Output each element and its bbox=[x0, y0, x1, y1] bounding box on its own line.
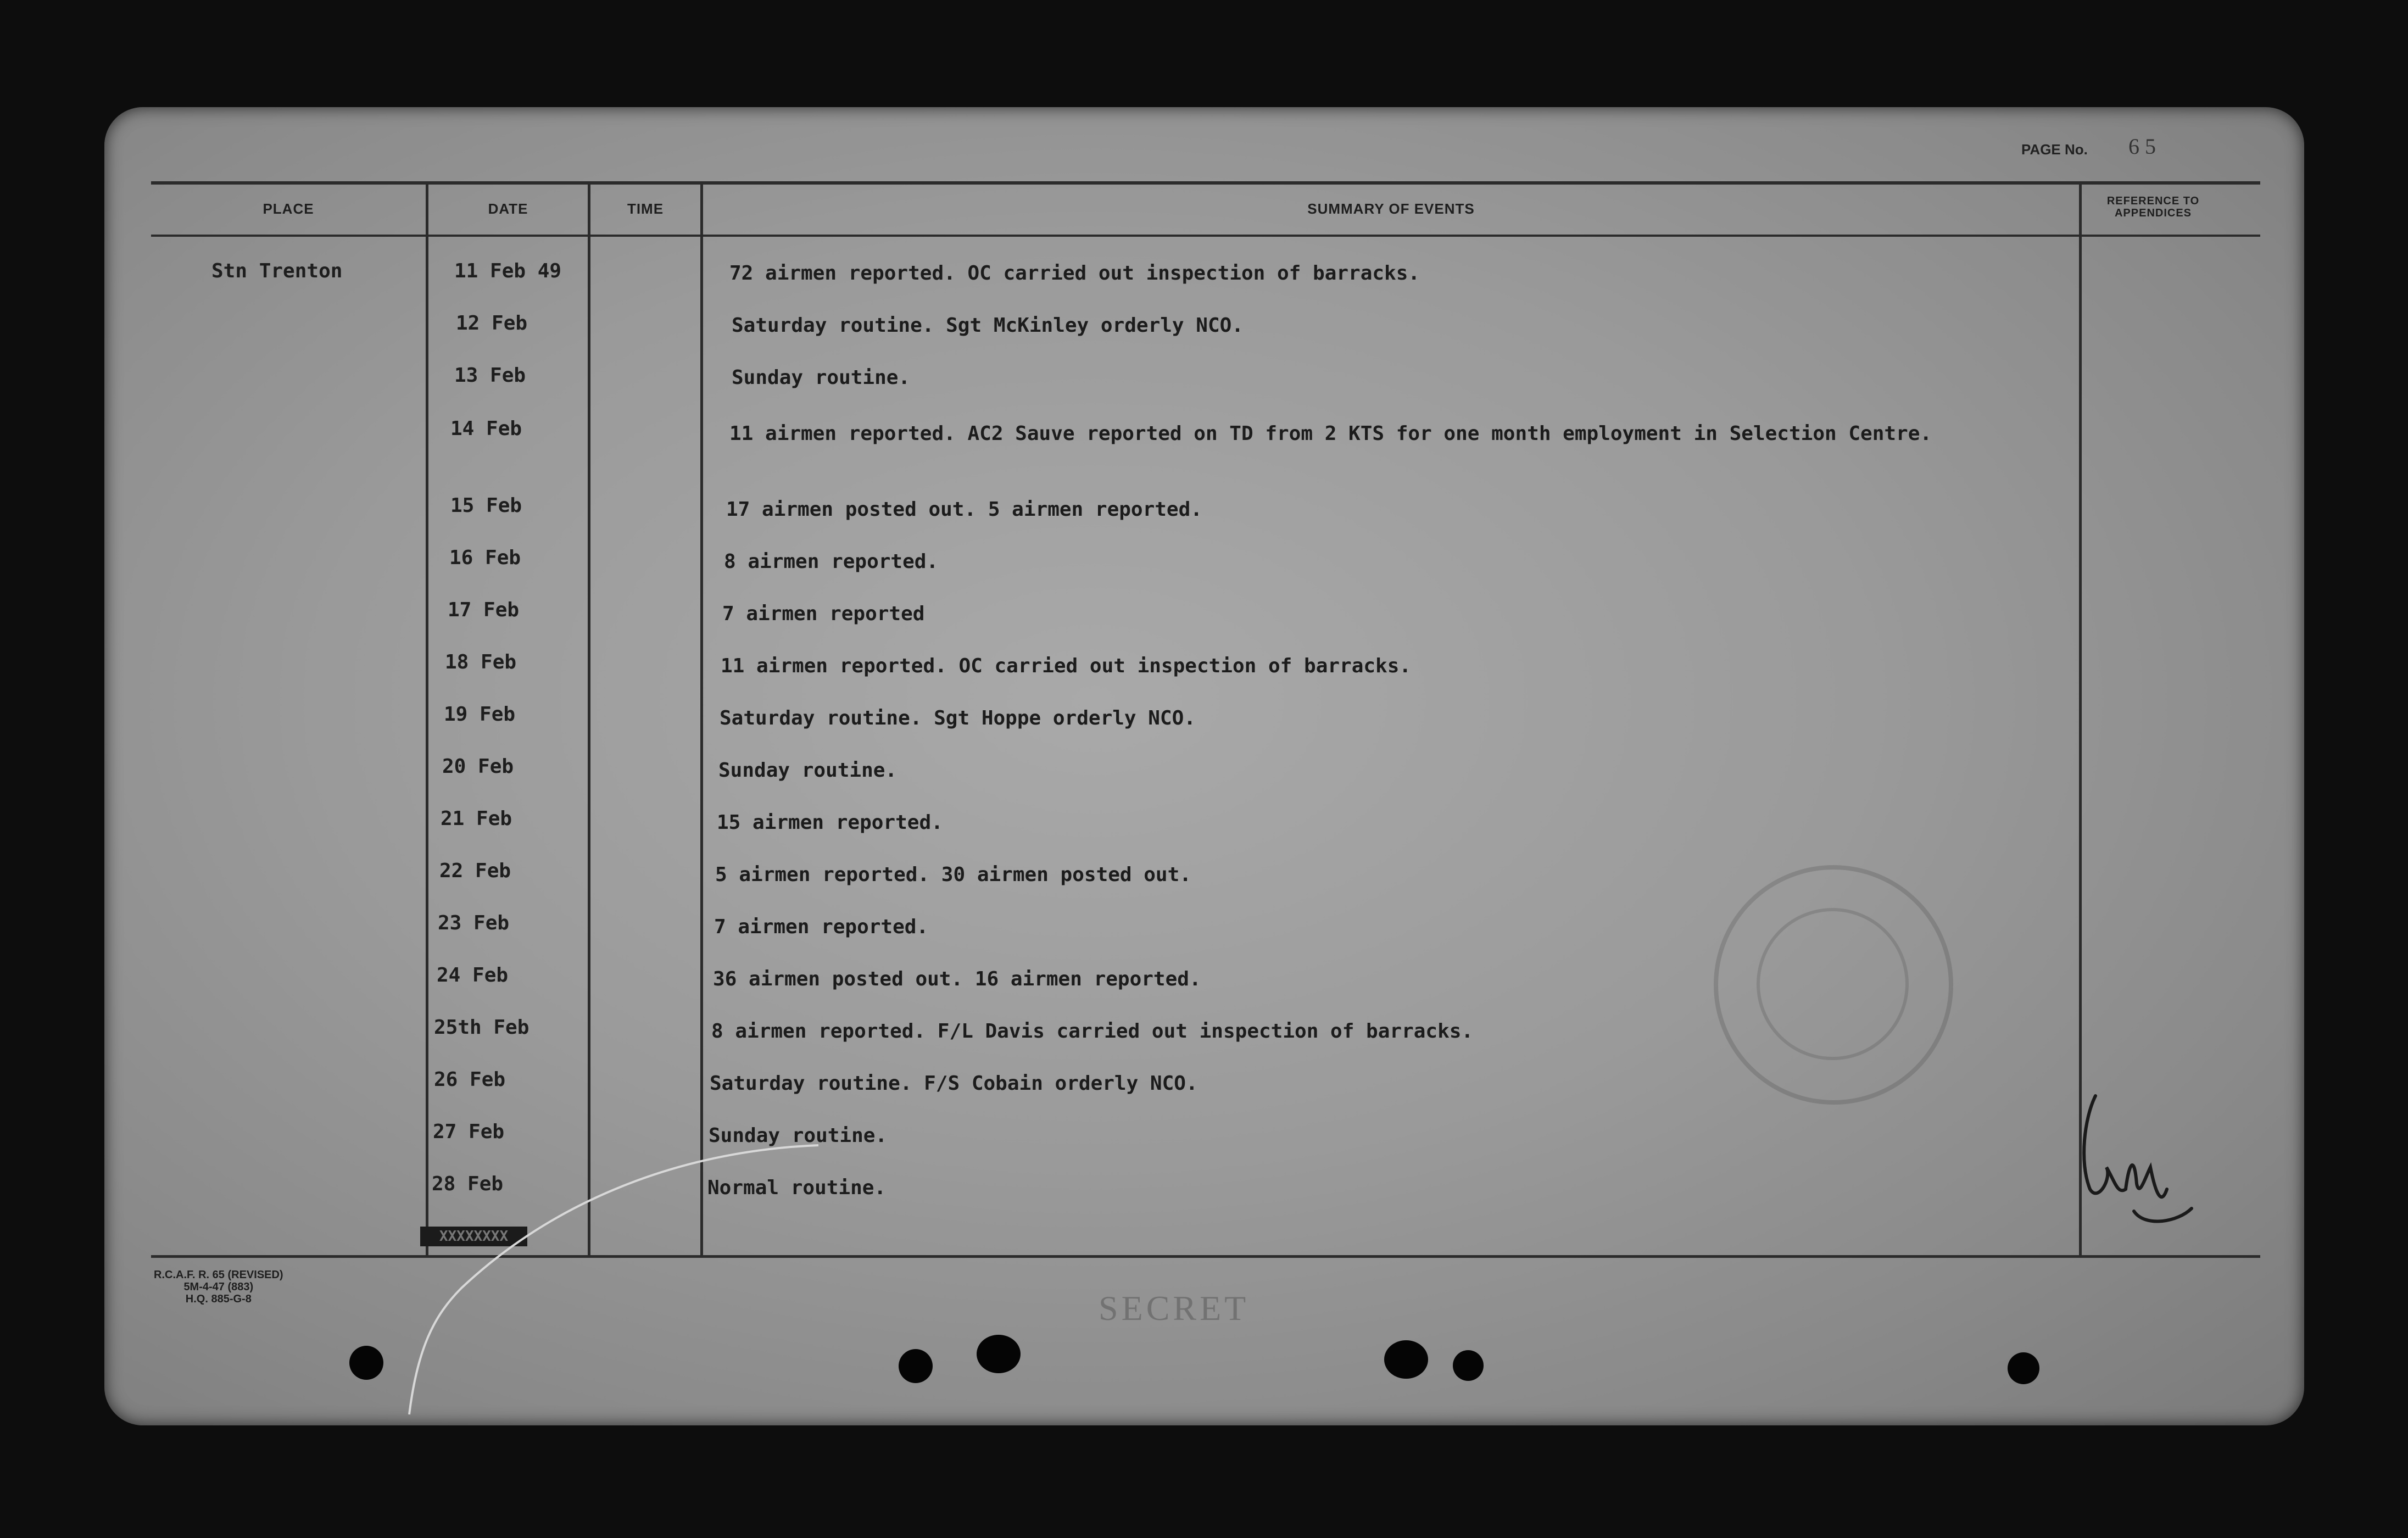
entry-event: Normal routine. bbox=[707, 1177, 887, 1199]
entry-date: 26 Feb bbox=[434, 1068, 506, 1091]
entry-date: 20 Feb bbox=[442, 755, 514, 778]
entry-event: 15 airmen reported. bbox=[717, 811, 943, 834]
punch-hole-icon bbox=[2008, 1352, 2039, 1384]
entry-date: 27 Feb bbox=[433, 1121, 505, 1143]
entry-event: 11 airmen reported. OC carried out inspection of barracks. bbox=[721, 655, 1412, 677]
entry-event: Saturday routine. Sgt Hoppe orderly NCO. bbox=[720, 707, 1196, 729]
secret-stamp: SECRET bbox=[1099, 1289, 1250, 1328]
entry-event: 36 airmen posted out. 16 airmen reported. bbox=[713, 968, 1201, 990]
form-reference-line: H.Q. 885-G-8 bbox=[185, 1293, 252, 1305]
entry-event: 72 airmen reported. OC carried out inspection of barracks. bbox=[729, 262, 1420, 285]
punch-hole-icon bbox=[977, 1335, 1021, 1373]
entry-event: 5 airmen reported. 30 airmen posted out. bbox=[715, 863, 1191, 886]
entry-date: 23 Feb bbox=[438, 912, 510, 934]
punch-hole-icon bbox=[899, 1349, 933, 1383]
entry-date: 28 Feb bbox=[432, 1173, 504, 1195]
page-number-label: PAGE No. bbox=[2021, 141, 2088, 158]
diary-page bbox=[104, 107, 2304, 1425]
entry-event: 11 airmen reported. AC2 Sauve reported on TD from 2 KTS for one month employment in Selection Centre. bbox=[729, 422, 1932, 445]
entry-event: Saturday routine. F/S Cobain orderly NCO. bbox=[710, 1072, 1198, 1095]
entry-event: 7 airmen reported bbox=[722, 603, 925, 625]
entry-date: 16 Feb bbox=[449, 547, 521, 569]
entry-event: Sunday routine. bbox=[718, 759, 898, 782]
punch-hole-icon bbox=[349, 1346, 383, 1380]
summary-header: SUMMARY OF EVENTS bbox=[1307, 200, 1475, 217]
entry-date: 18 Feb bbox=[445, 651, 517, 673]
entry-date: 15 Feb bbox=[450, 494, 522, 517]
date-header: DATE bbox=[488, 200, 528, 217]
entry-date: 12 Feb bbox=[456, 312, 528, 335]
entry-date: 22 Feb bbox=[439, 860, 511, 882]
entry-event: 8 airmen reported. bbox=[724, 550, 939, 573]
entry-event: 7 airmen reported. bbox=[714, 916, 929, 938]
entry-event: 17 airmen posted out. 5 airmen reported. bbox=[726, 498, 1202, 521]
entry-date: 25th Feb bbox=[434, 1016, 529, 1039]
entry-event: Saturday routine. Sgt McKinley orderly NCO. bbox=[732, 314, 1244, 337]
time-header: TIME bbox=[627, 200, 664, 217]
punch-hole-icon bbox=[1384, 1340, 1428, 1379]
place-header: PLACE bbox=[263, 200, 314, 217]
entry-date: 14 Feb bbox=[450, 417, 522, 440]
entry-date: 19 Feb bbox=[444, 703, 516, 726]
paper-crack-icon bbox=[104, 107, 2304, 1425]
entry-date: 13 Feb bbox=[454, 364, 526, 387]
page-number: 6 5 bbox=[2128, 134, 2156, 159]
entry-date: 11 Feb 49 bbox=[454, 260, 562, 282]
crossed-out-entry: XXXXXXXX bbox=[420, 1227, 527, 1246]
reference-header: REFERENCE TO APPENDICES bbox=[2106, 195, 2200, 219]
form-reference-line: 5M-4-47 (883) bbox=[183, 1281, 254, 1293]
entry-date: 17 Feb bbox=[448, 599, 520, 621]
entry-event: Sunday routine. bbox=[732, 366, 911, 389]
entry-event: 8 airmen reported. F/L Davis carried out inspection of barracks. bbox=[711, 1020, 1474, 1043]
form-reference-line: R.C.A.F. R. 65 (REVISED) bbox=[154, 1269, 283, 1281]
entry-date: 24 Feb bbox=[437, 964, 509, 987]
place-value: Stn Trenton bbox=[211, 260, 343, 282]
entry-event: Sunday routine. bbox=[709, 1124, 888, 1147]
entry-date: 21 Feb bbox=[441, 807, 512, 830]
punch-hole-icon bbox=[1453, 1350, 1484, 1381]
